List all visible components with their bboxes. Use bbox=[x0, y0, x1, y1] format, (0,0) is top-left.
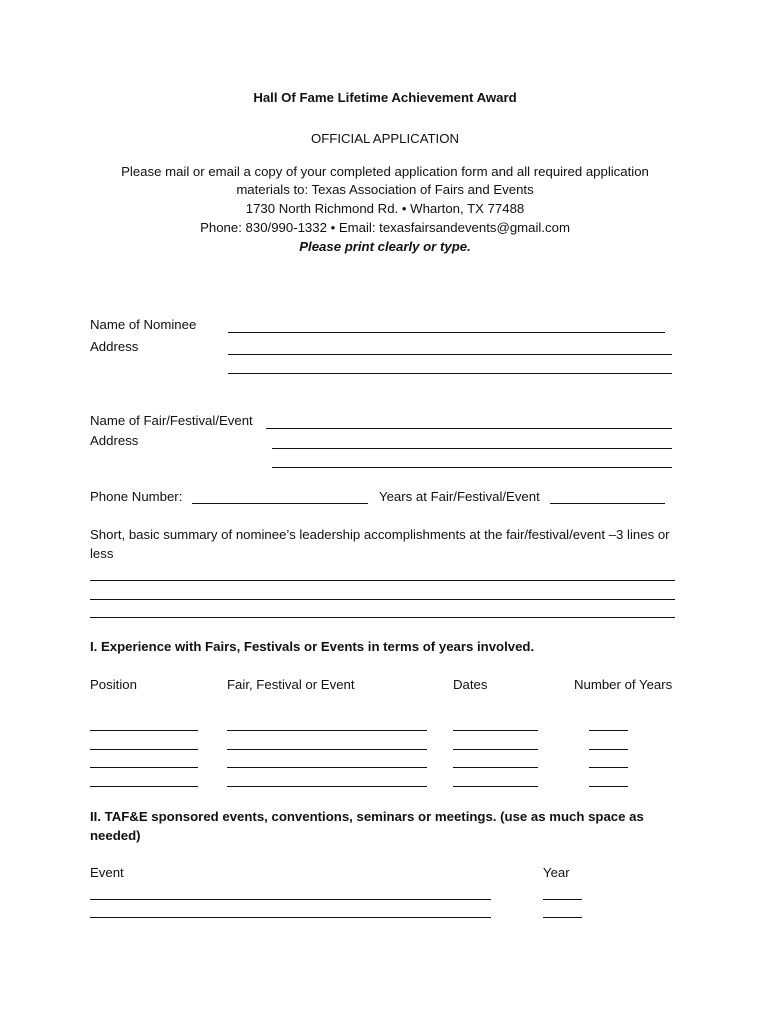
form-title: Hall Of Fame Lifetime Achievement Award bbox=[253, 90, 517, 105]
fair-field[interactable] bbox=[227, 749, 427, 750]
fair-field[interactable] bbox=[227, 786, 427, 787]
nominee-address-field-1[interactable] bbox=[228, 354, 672, 355]
nominee-name-field[interactable] bbox=[228, 332, 665, 333]
fair-name-label: Name of Fair/Festival/Event bbox=[90, 413, 253, 428]
position-field[interactable] bbox=[90, 730, 198, 731]
nominee-name-label: Name of Nominee bbox=[90, 317, 197, 332]
years-field[interactable] bbox=[589, 749, 628, 750]
event-field[interactable] bbox=[90, 899, 491, 900]
years-at-fair-label: Years at Fair/Festival/Event bbox=[379, 489, 540, 504]
nominee-address-label: Address bbox=[90, 339, 139, 354]
fair-address-field-2[interactable] bbox=[272, 467, 672, 468]
years-at-fair-field[interactable] bbox=[550, 503, 665, 504]
summary-line-3[interactable] bbox=[90, 617, 675, 618]
phone-label: Phone Number: bbox=[90, 489, 183, 504]
column-header-position: Position bbox=[90, 677, 137, 692]
event-year-field[interactable] bbox=[543, 899, 582, 900]
intro-line-1: Please mail or email a copy of your completed application form and all required application bbox=[121, 164, 649, 179]
position-field[interactable] bbox=[90, 786, 198, 787]
column-header-year: Year bbox=[543, 865, 570, 880]
position-field[interactable] bbox=[90, 749, 198, 750]
column-header-years: Number of Years bbox=[574, 677, 673, 692]
column-header-dates: Dates bbox=[453, 677, 488, 692]
dates-field[interactable] bbox=[453, 767, 538, 768]
summary-line-2[interactable] bbox=[90, 599, 675, 600]
nominee-address-field-2[interactable] bbox=[228, 373, 672, 374]
event-year-field[interactable] bbox=[543, 917, 582, 918]
fair-field[interactable] bbox=[227, 767, 427, 768]
contact-info: Phone: 830/990-1332 • Email: texasfairsandevents@gmail.com bbox=[200, 220, 570, 235]
print-instruction: Please print clearly or type. bbox=[299, 239, 471, 254]
mailing-address: 1730 North Richmond Rd. • Wharton, TX 77488 bbox=[245, 201, 525, 216]
fair-field[interactable] bbox=[227, 730, 427, 731]
section-2-heading: II. TAF&E sponsored events, conventions, seminars or meetings. (use as much space as needed) bbox=[90, 809, 644, 843]
event-field[interactable] bbox=[90, 917, 491, 918]
intro-line-2: materials to: Texas Association of Fairs and Events bbox=[236, 182, 534, 197]
dates-field[interactable] bbox=[453, 730, 538, 731]
fair-address-field-1[interactable] bbox=[272, 448, 672, 449]
years-field[interactable] bbox=[589, 786, 628, 787]
position-field[interactable] bbox=[90, 767, 198, 768]
summary-line-1[interactable] bbox=[90, 580, 675, 581]
column-header-event: Event bbox=[90, 865, 124, 880]
dates-field[interactable] bbox=[453, 749, 538, 750]
section-1-heading: I. Experience with Fairs, Festivals or Events in terms of years involved. bbox=[90, 639, 535, 654]
summary-prompt: Short, basic summary of nominee’s leadership accomplishments at the fair/festival/event –3 lines or less bbox=[90, 527, 670, 561]
fair-name-field[interactable] bbox=[266, 428, 672, 429]
phone-field[interactable] bbox=[192, 503, 368, 504]
fair-address-label: Address bbox=[90, 433, 139, 448]
dates-field[interactable] bbox=[453, 786, 538, 787]
form-subtitle: OFFICIAL APPLICATION bbox=[310, 131, 460, 146]
years-field[interactable] bbox=[589, 767, 628, 768]
years-field[interactable] bbox=[589, 730, 628, 731]
column-header-fair: Fair, Festival or Event bbox=[227, 677, 355, 692]
